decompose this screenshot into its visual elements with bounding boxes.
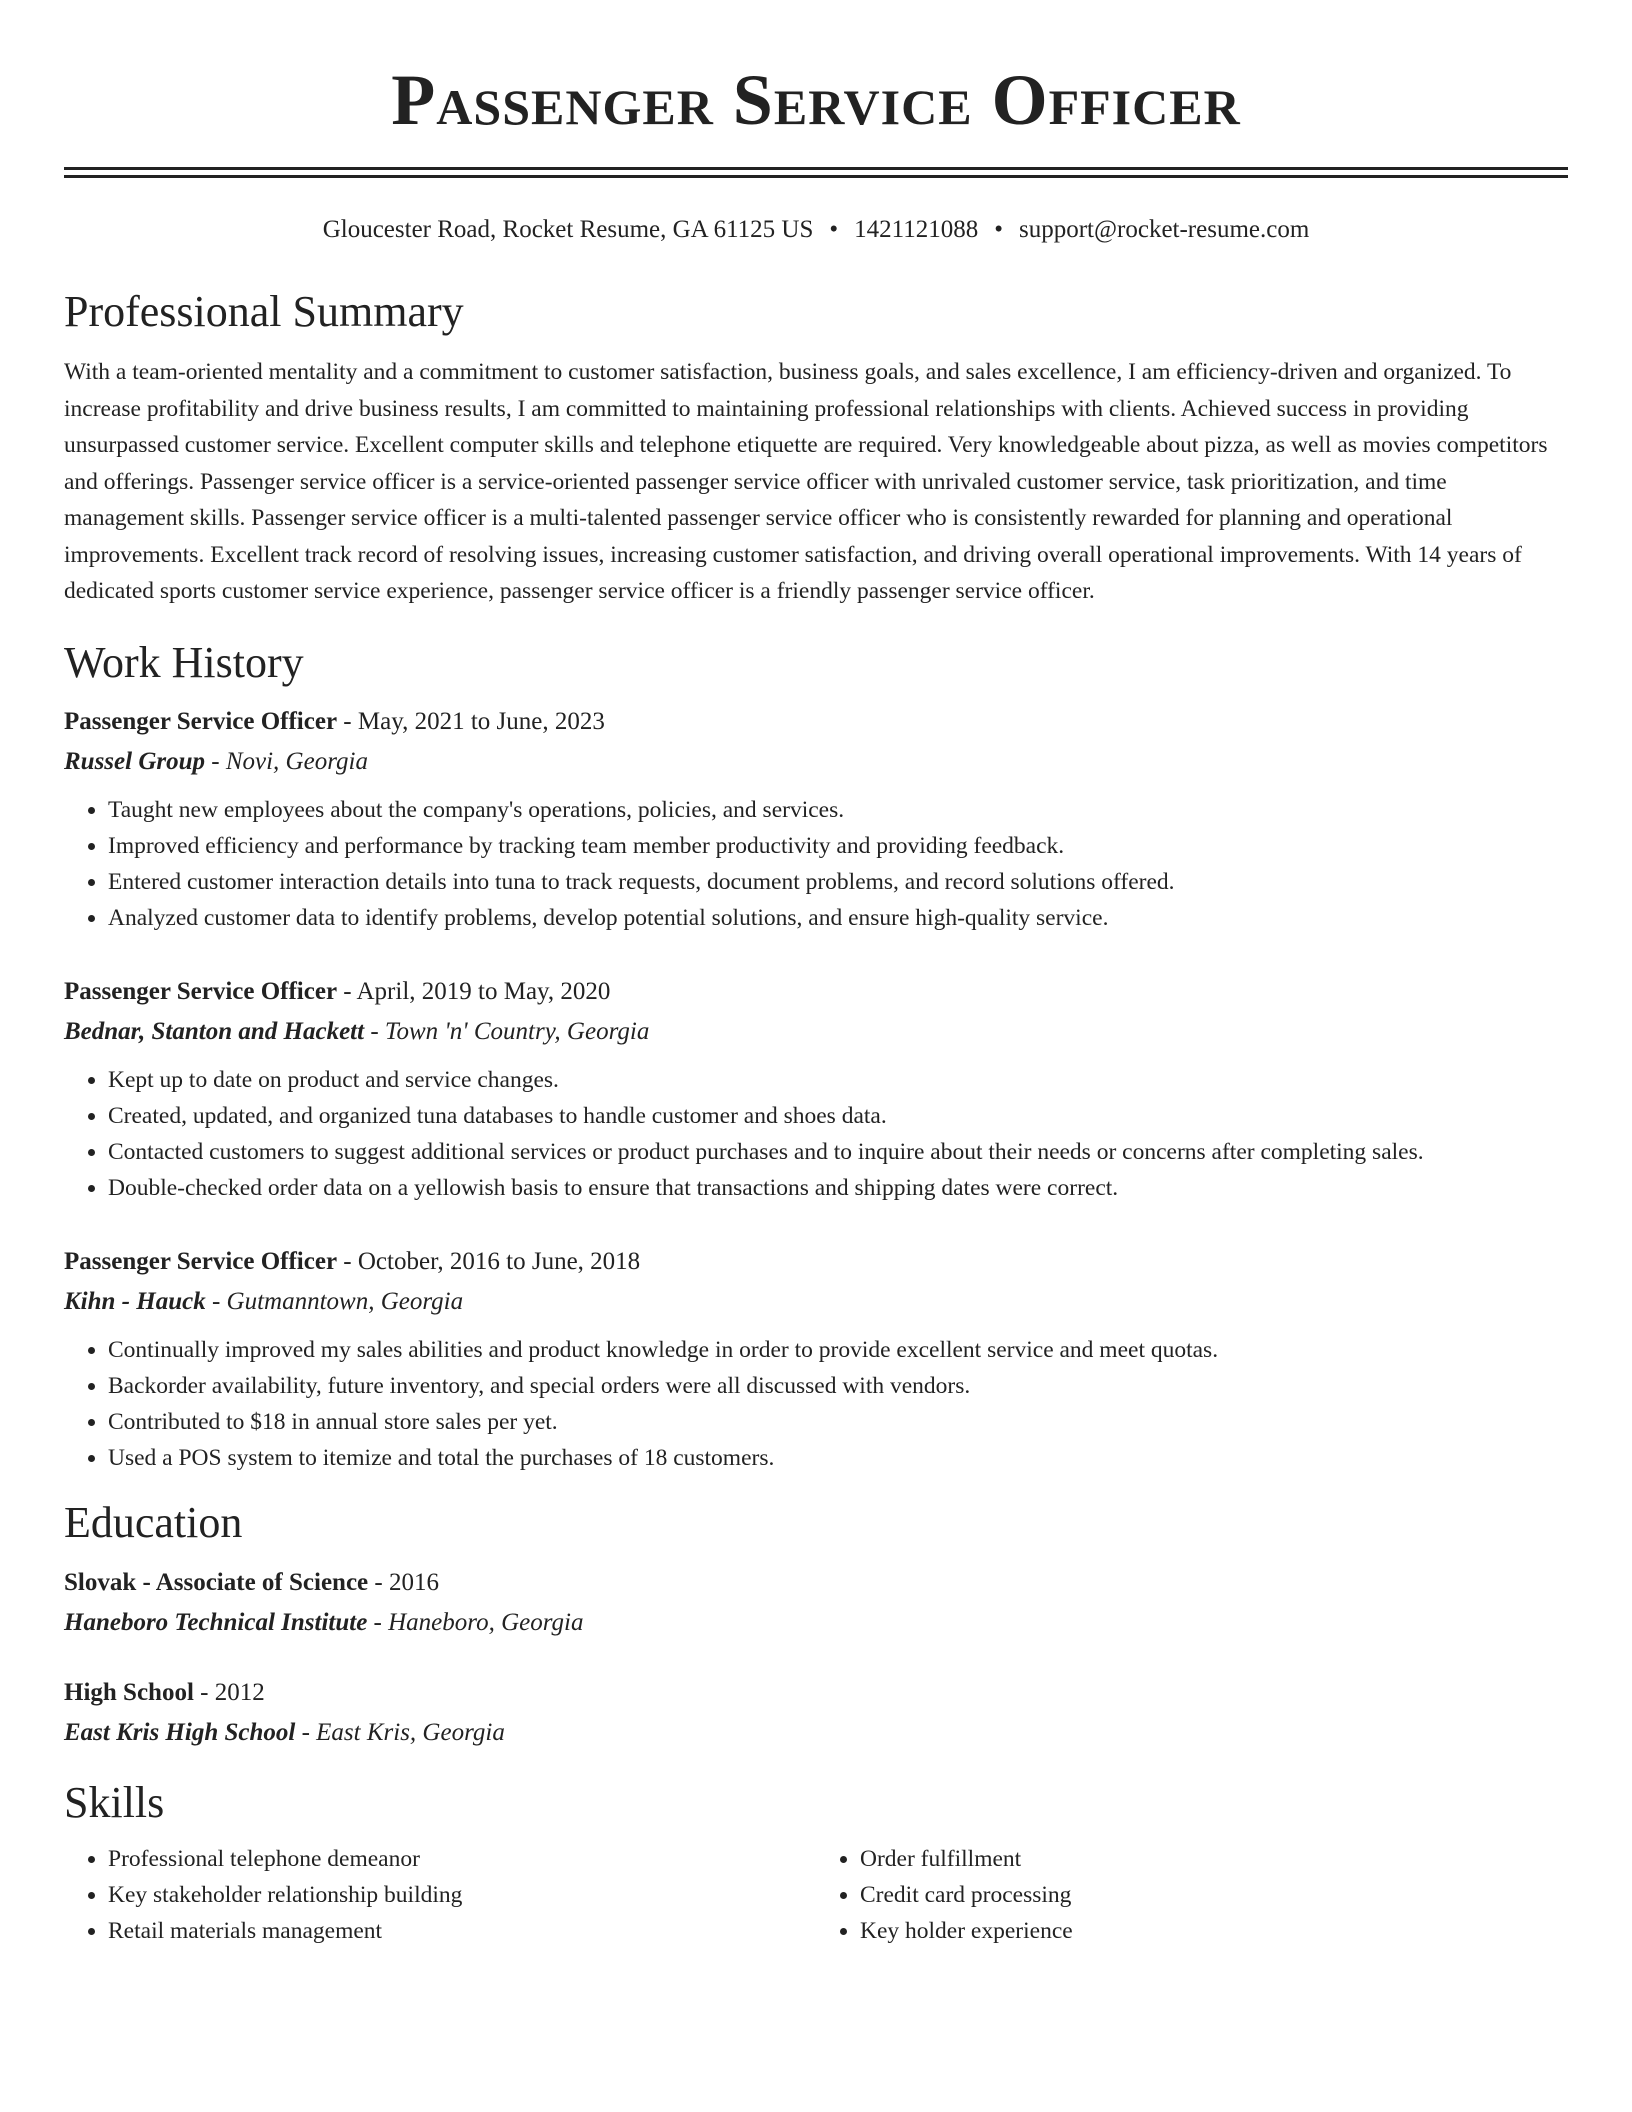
list-item: • Kept up to date on product and service changes. <box>108 1062 1568 1098</box>
summary-heading: Professional Summary <box>64 287 464 336</box>
job-bullets <box>64 1332 1568 1476</box>
job-entry <box>64 702 1568 936</box>
list-item: • Double-checked order data on a yellowish basis to ensure that transactions and shipping dates were correct. <box>108 1170 1568 1206</box>
list-item: • Key holder experience <box>860 1913 1568 1949</box>
job-location: - Novi, Georgia <box>205 747 368 775</box>
skills-column-right <box>816 1841 1568 1949</box>
education-heading: Education <box>64 1497 243 1547</box>
education-header <box>64 1673 1568 1713</box>
education-year: - 2012 <box>193 1678 265 1706</box>
education-degree: High School <box>64 1678 194 1706</box>
education-location: - East Kris, Georgia <box>295 1718 505 1746</box>
list-item: • Contacted customers to suggest additional services or product purchases and to inquire about their needs or concerns after completing sales. <box>108 1134 1568 1170</box>
work-history-heading: Work History <box>64 637 304 687</box>
education-entry <box>64 1563 1568 1643</box>
job-dates: - October, 2016 to June, 2018 <box>337 1247 641 1275</box>
job-company: Russel Group <box>64 747 206 775</box>
job-title: Passenger Service Officer <box>64 707 338 735</box>
job-company: Kihn - Hauck <box>64 1287 206 1315</box>
education-location: - Haneboro, Georgia <box>367 1608 584 1636</box>
job-location: - Town 'n' Country, Georgia <box>364 1017 650 1045</box>
list-item: • Order fulfillment <box>860 1841 1568 1877</box>
job-location: - Gutmanntown, Georgia <box>205 1287 464 1315</box>
job-title: Passenger Service Officer <box>64 1247 338 1275</box>
list-item: • Continually improved my sales abilities and product knowledge in order to provide excellent service and meet quotas. <box>108 1332 1568 1368</box>
education-entry <box>64 1673 1568 1753</box>
contact-email[interactable]: support@rocket-resume.com <box>1019 216 1310 243</box>
education-school: East Kris High School <box>64 1718 296 1746</box>
list-item: • Created, updated, and organized tuna databases to handle customer and shoes data. <box>108 1098 1568 1134</box>
skills-list <box>64 1841 1568 1949</box>
job-company-line <box>64 1012 1568 1052</box>
education-school-line <box>64 1713 1568 1753</box>
education-school-line <box>64 1603 1568 1643</box>
job-dates: - April, 2019 to May, 2020 <box>337 977 611 1005</box>
education-header <box>64 1563 1568 1603</box>
job-header <box>64 1242 1568 1282</box>
list-item: • Entered customer interaction details into tuna to track requests, document problems, and record solutions offered. <box>108 864 1568 900</box>
job-title: Passenger Service Officer <box>64 977 338 1005</box>
list-item: • Backorder availability, future inventory, and special orders were all discussed with vendors. <box>108 1368 1568 1404</box>
job-dates: - May, 2021 to June, 2023 <box>337 707 605 735</box>
job-header <box>64 972 1568 1012</box>
contact-separator: • <box>994 216 1003 243</box>
skills-heading: Skills <box>64 1777 165 1827</box>
list-item: • Analyzed customer data to identify problems, develop potential solutions, and ensure high-quality service. <box>108 900 1568 936</box>
contact-phone: 1421121088 <box>854 216 979 243</box>
list-item: • Professional telephone demeanor <box>108 1841 816 1877</box>
list-item: • Contributed to $18 in annual store sales per yet. <box>108 1404 1568 1440</box>
title-divider-thin <box>64 175 1568 178</box>
list-item: • Taught new employees about the company's operations, policies, and services. <box>108 792 1568 828</box>
resume-title: Passenger Service Officer <box>391 60 1241 140</box>
contact-address: Gloucester Road, Rocket Resume, GA 61125 US <box>322 216 814 243</box>
job-bullets <box>64 792 1568 936</box>
education-school: Haneboro Technical Institute <box>64 1608 368 1636</box>
list-item: • Key stakeholder relationship building <box>108 1877 816 1913</box>
list-item: • Improved efficiency and performance by tracking team member productivity and providing feedback. <box>108 828 1568 864</box>
contact-line <box>64 214 1568 246</box>
job-header <box>64 702 1568 742</box>
list-item: • Retail materials management <box>108 1913 816 1949</box>
list-item: • Used a POS system to itemize and total the purchases of 18 customers. <box>108 1440 1568 1476</box>
job-company: Bednar, Stanton and Hackett <box>64 1017 365 1045</box>
job-bullets <box>64 1062 1568 1206</box>
education-year: - 2016 <box>368 1568 439 1596</box>
education-degree: Slovak - Associate of Science <box>64 1568 369 1596</box>
job-entry <box>64 972 1568 1206</box>
summary-text: With a team-oriented mentality and a commitment to customer satisfaction, business goals, and sales excellence, I am efficiency-driven and organized. To increase profitability and drive business results, I am committed to maintaining professional relationships with clients. Achieved success in providing unsurpassed customer service. Excellent computer skills and telephone etiquette are required. Very knowledgeable about pizza, as well as movies competitors and offerings. Passenger service officer is a service-oriented passenger service officer with unrivaled customer service, task prioritization, and time management skills. Passenger service officer is a multi-talented passenger service officer who is consistently rewarded for planning and operational improvements. Excellent track record of resolving issues, increasing customer satisfaction, and driving overall operational improvements. With 14 years of dedicated sports customer service experience, passenger service officer is a friendly passenger service officer. <box>64 359 1548 604</box>
job-entry <box>64 1242 1568 1476</box>
skills-column-left <box>64 1841 816 1949</box>
job-company-line <box>64 1282 1568 1322</box>
job-company-line <box>64 742 1568 782</box>
contact-separator: • <box>829 216 839 243</box>
title-divider-thick <box>64 167 1568 170</box>
list-item: • Credit card processing <box>860 1877 1568 1913</box>
